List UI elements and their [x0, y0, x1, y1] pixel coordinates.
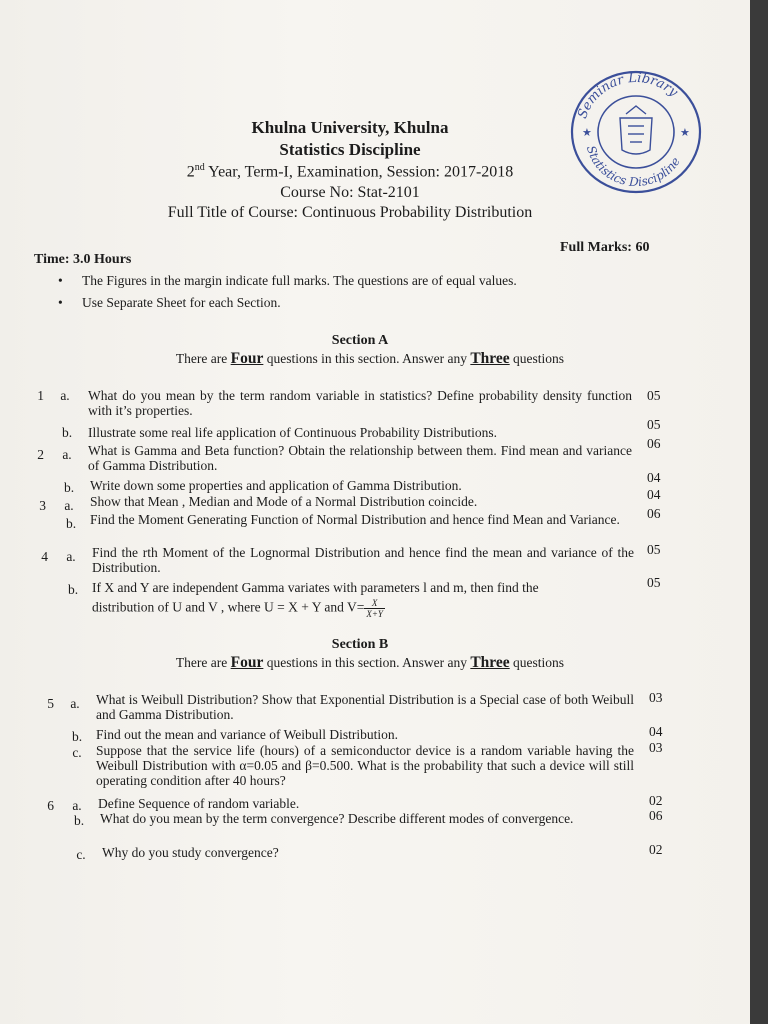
question-part: c.	[76, 847, 86, 862]
question-number: 3	[39, 498, 46, 513]
question-marks: 06	[647, 506, 661, 521]
question-part: a.	[72, 798, 82, 813]
instruction-item	[56, 270, 656, 292]
intro-text: There are	[175, 351, 231, 366]
question-number: 2	[37, 447, 44, 462]
question-marks: 03	[649, 690, 663, 705]
question-text: Illustrate some real life application of Continuous Probability Distributions.	[88, 425, 498, 440]
question-marks: 02	[649, 793, 663, 808]
intro-text: questions in this section. Answer any	[263, 351, 471, 366]
intro-text: There are	[175, 655, 231, 670]
question-part: a.	[66, 549, 76, 564]
question-marks: 05	[647, 542, 661, 557]
question-text-line2: distribution of U and V , where U = X + Y and V=	[92, 599, 365, 615]
question-part: a.	[60, 388, 70, 403]
discipline-name: Statistics Discipline	[279, 140, 421, 159]
fraction-numerator: X	[364, 598, 385, 609]
question-marks: 04	[649, 724, 663, 739]
full-marks: Full Marks: 60	[560, 240, 650, 255]
course-number: Course No: Stat-2101	[280, 184, 420, 201]
question-part: a.	[70, 696, 80, 711]
question-number: 5	[47, 696, 54, 711]
answer-count: Three	[470, 350, 510, 367]
question-marks: 06	[647, 436, 661, 451]
intro-text: questions	[509, 655, 565, 670]
question-text: Write down some properties and application of Gamma Distribution.	[90, 478, 462, 493]
intro-text: questions in this section. Answer any	[263, 655, 471, 670]
question-text: If X and Y are independent Gamma variates with parameters l and m, then find the	[92, 580, 539, 595]
question-number: 1	[37, 388, 44, 403]
instruction-item	[56, 292, 656, 314]
question-number: 6	[47, 798, 54, 813]
question-marks: 05	[647, 417, 661, 432]
question-text: What is Gamma and Beta function? Obtain the relationship between them. Find mean and variance of Gamma Distribution.	[88, 443, 632, 473]
exam-time: Time: 3.0 Hours	[34, 252, 132, 267]
bullet-icon: •	[58, 273, 63, 288]
question-part: c.	[72, 745, 82, 760]
instructions	[56, 270, 656, 314]
svg-text:★: ★	[582, 127, 592, 139]
question-part: b.	[65, 516, 77, 531]
course-title: Full Title of Course: Continuous Probability Distribution	[167, 204, 533, 221]
section-b-title: Section B	[331, 637, 389, 652]
university-name: Khulna University, Khulna	[251, 118, 449, 137]
question-part: a.	[64, 498, 74, 513]
seal-bottom-text: Statistics Discipline	[583, 144, 683, 190]
question-marks: 04	[647, 470, 661, 485]
question-text-continued	[92, 598, 572, 619]
question-text: Show that Mean , Median and Mode of a Normal Distribution coincide.	[90, 494, 478, 509]
answer-count: Three	[470, 654, 510, 671]
question-text: What do you mean by the term random variable in statistics? Define probability density function with it’s properties.	[88, 388, 632, 418]
instruction-text: The Figures in the margin indicate full marks. The questions are of equal values.	[82, 273, 517, 288]
question-marks: 04	[647, 487, 661, 502]
question-marks: 05	[647, 575, 661, 590]
question-count: Four	[230, 350, 264, 367]
question-number: 4	[41, 549, 48, 564]
question-text: Suppose that the service life (hours) of a semiconductor device is a random variable having the Weibull Distribution with α=0.05 and β=0.500. What is the probability that such a device will still operating condition after 40 hours?	[96, 743, 634, 788]
intro-text: questions	[509, 351, 565, 366]
scan-edge	[750, 0, 768, 1024]
question-text: What is Weibull Distribution? Show that Exponential Distribution is a Special case of both Weibull and Gamma Distribution.	[96, 692, 634, 722]
exam-line-text: Year, Term-I, Examination, Session: 2017-2018	[204, 163, 514, 181]
question-marks: 03	[649, 740, 663, 755]
section-a-intro	[80, 350, 660, 368]
section-b-intro	[80, 654, 660, 672]
year-ordinal-suffix: nd	[194, 162, 205, 173]
section-a-title: Section A	[331, 333, 389, 348]
question-part: b.	[71, 729, 83, 744]
question-marks: 05	[647, 388, 661, 403]
fraction-formula	[364, 598, 385, 619]
question-part: a.	[62, 447, 72, 462]
bullet-icon: •	[58, 295, 63, 310]
question-text: Why do you study convergence?	[102, 845, 279, 860]
svg-text:★: ★	[680, 127, 690, 139]
question-text: What do you mean by the term convergence? Describe different modes of convergence.	[100, 811, 574, 826]
question-count: Four	[230, 654, 264, 671]
question-part: b.	[67, 582, 79, 597]
question-marks: 06	[649, 808, 663, 823]
question-part: b.	[73, 813, 85, 828]
question-text: Find the rth Moment of the Lognormal Distribution and hence find the mean and variance of the Distribution.	[92, 545, 634, 575]
question-part: b.	[61, 425, 73, 440]
year-ordinal: 2	[186, 163, 195, 181]
fraction-denominator: X+Y	[366, 609, 383, 619]
exam-line	[110, 162, 590, 181]
question-marks: 02	[649, 842, 663, 857]
question-text: Define Sequence of random variable.	[98, 796, 300, 811]
seal-top-text: Seminar Library	[575, 70, 681, 121]
question-text: Find the Moment Generating Function of Normal Distribution and hence find Mean and Variance.	[90, 512, 620, 527]
question-part: b.	[63, 480, 75, 495]
instruction-text: Use Separate Sheet for each Section.	[82, 295, 281, 310]
question-text: Find out the mean and variance of Weibull Distribution.	[96, 727, 398, 742]
